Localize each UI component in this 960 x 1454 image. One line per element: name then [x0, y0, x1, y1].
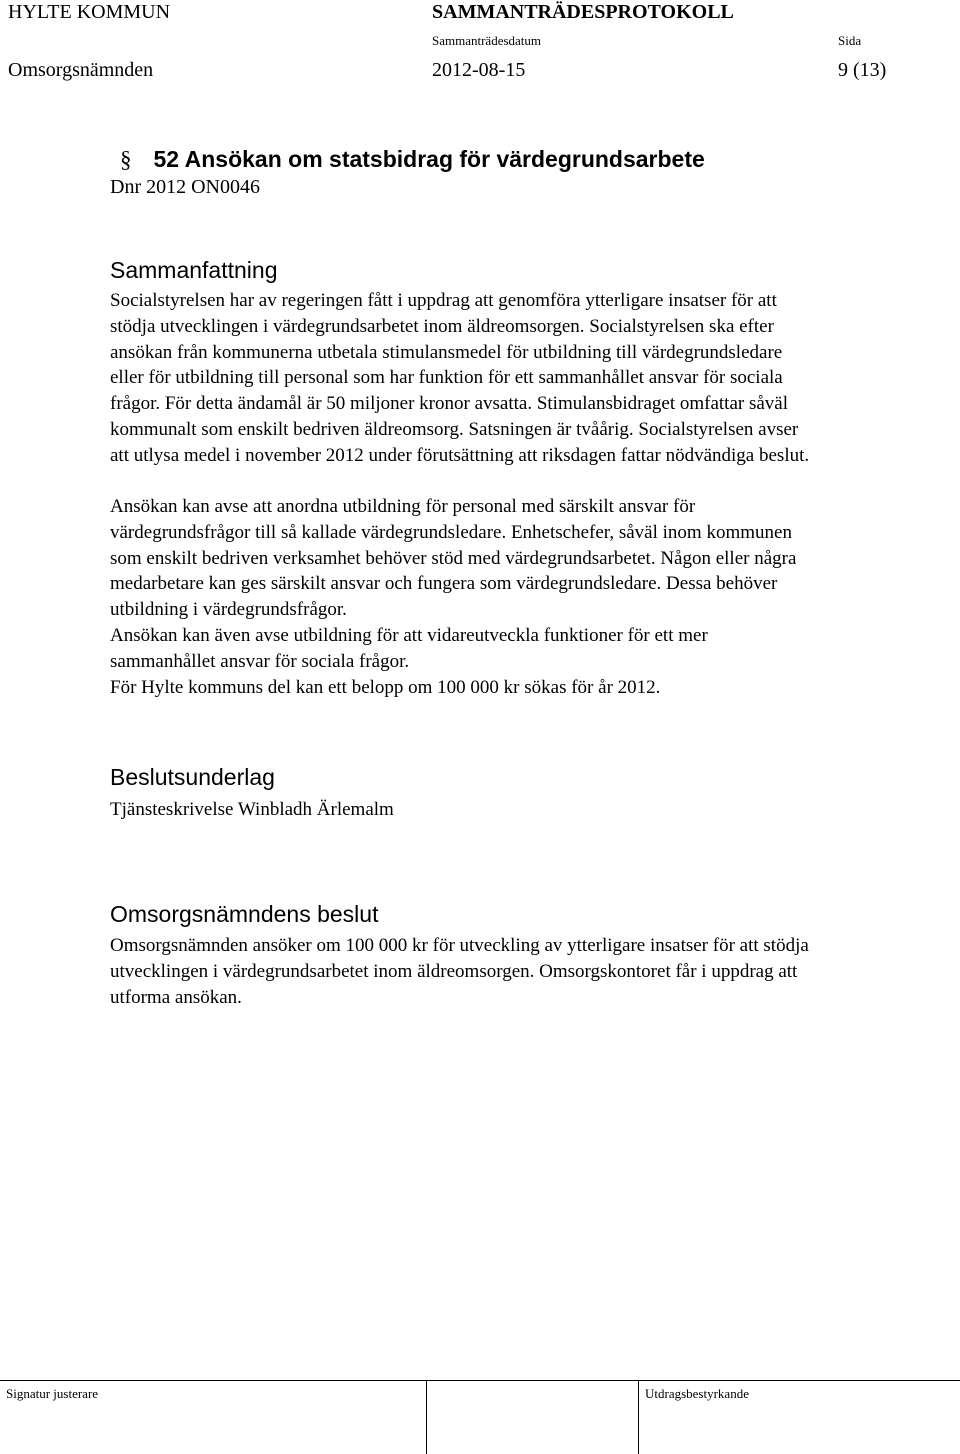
text-line: Socialstyrelsen har av regeringen fått i uppdrag att genomföra ytterligare insatser för att: [110, 290, 777, 311]
text-line: som enskilt bedriven verksamhet behöver stöd med värdegrundsarbetet. Någon eller några: [110, 547, 797, 569]
summary-paragraph-1: [110, 288, 940, 469]
decision-heading: Omsorgsnämndens beslut: [110, 901, 379, 927]
text-line: medarbetare kan ges särskilt ansvar och fungera som värdegrundsledare. Dessa behöver: [110, 573, 778, 595]
extract-verification-label: Utdragsbestyrkande: [645, 1386, 749, 1401]
text-line: att utlysa medel i november 2012 under förutsättning att riksdagen fattar nödvändiga beslut.: [110, 444, 810, 466]
section-title: [120, 146, 705, 173]
page-number: 9 (13): [838, 59, 887, 81]
organization-name: HYLTE KOMMUN: [8, 1, 171, 23]
paragraph-symbol: §: [120, 147, 132, 172]
case-number: Dnr 2012 ON0046: [110, 176, 260, 198]
text-line: Ansökan kan även avse utbildning för att vidareutveckla funktioner för ett mer: [110, 624, 708, 646]
meeting-date-label: Sammanträdesdatum: [432, 33, 542, 48]
page-label: Sida: [838, 33, 862, 48]
text-line: utvecklingen i värdegrundsarbetet inom äldreomsorgen. Omsorgskontoret får i uppdrag att: [110, 960, 798, 982]
summary-heading: Sammanfattning: [110, 257, 278, 283]
text-line: eller för utbildning till personal som har funktion för ett sammanhållet ansvar för sociala: [110, 367, 783, 389]
footer-box: [0, 1380, 960, 1454]
basis-text: [110, 797, 940, 823]
text-line: värdegrundsfrågor till så kallade värdegrundsledare. Enhetschefer, såväl inom kommunen: [110, 521, 792, 543]
committee-name: Omsorgsnämnden: [8, 59, 154, 81]
text-line: stödja utvecklingen i värdegrundsarbetet inom äldreomsorgen. Socialstyrelsen ska efter: [110, 315, 774, 337]
text-line: utbildning i värdegrundsfrågor.: [110, 599, 347, 621]
meeting-date: 2012-08-15: [432, 59, 526, 81]
decision-text: [110, 933, 940, 1010]
footer-divider: [0, 1380, 960, 1381]
text-line: Tjänsteskrivelse Winbladh Ärlemalm: [110, 799, 394, 820]
footer-column-divider: [426, 1380, 427, 1454]
text-line: För Hylte kommuns del kan ett belopp om 100 000 kr sökas för år 2012.: [110, 676, 661, 698]
text-line: frågor. För detta ändamål är 50 miljoner kronor avsatta. Stimulansbidraget omfattar såväl: [110, 393, 788, 415]
text-line: sammanhållet ansvar för sociala frågor.: [110, 650, 410, 672]
signature-label: Signatur justerare: [6, 1386, 99, 1401]
basis-heading: Beslutsunderlag: [110, 764, 275, 790]
section-title-text: 52 Ansökan om statsbidrag för värdegrundsarbete: [153, 146, 705, 172]
text-line: ansökan från kommunerna utbetala stimulansmedel för utbildning till värdegrundsledare: [110, 341, 783, 363]
document-title: SAMMANTRÄDESPROTOKOLL: [432, 1, 734, 23]
summary-paragraph-2: [110, 494, 940, 700]
text-line: kommunalt som enskilt bedriven äldreomsorg. Satsningen är tvåårig. Socialstyrelsen avser: [110, 418, 799, 440]
footer-column-divider: [638, 1380, 639, 1454]
text-line: utforma ansökan.: [110, 986, 242, 1008]
text-line: Ansökan kan avse att anordna utbildning för personal med särskilt ansvar för: [110, 496, 696, 517]
text-line: Omsorgsnämnden ansöker om 100 000 kr för utveckling av ytterligare insatser för att stödja: [110, 935, 809, 956]
